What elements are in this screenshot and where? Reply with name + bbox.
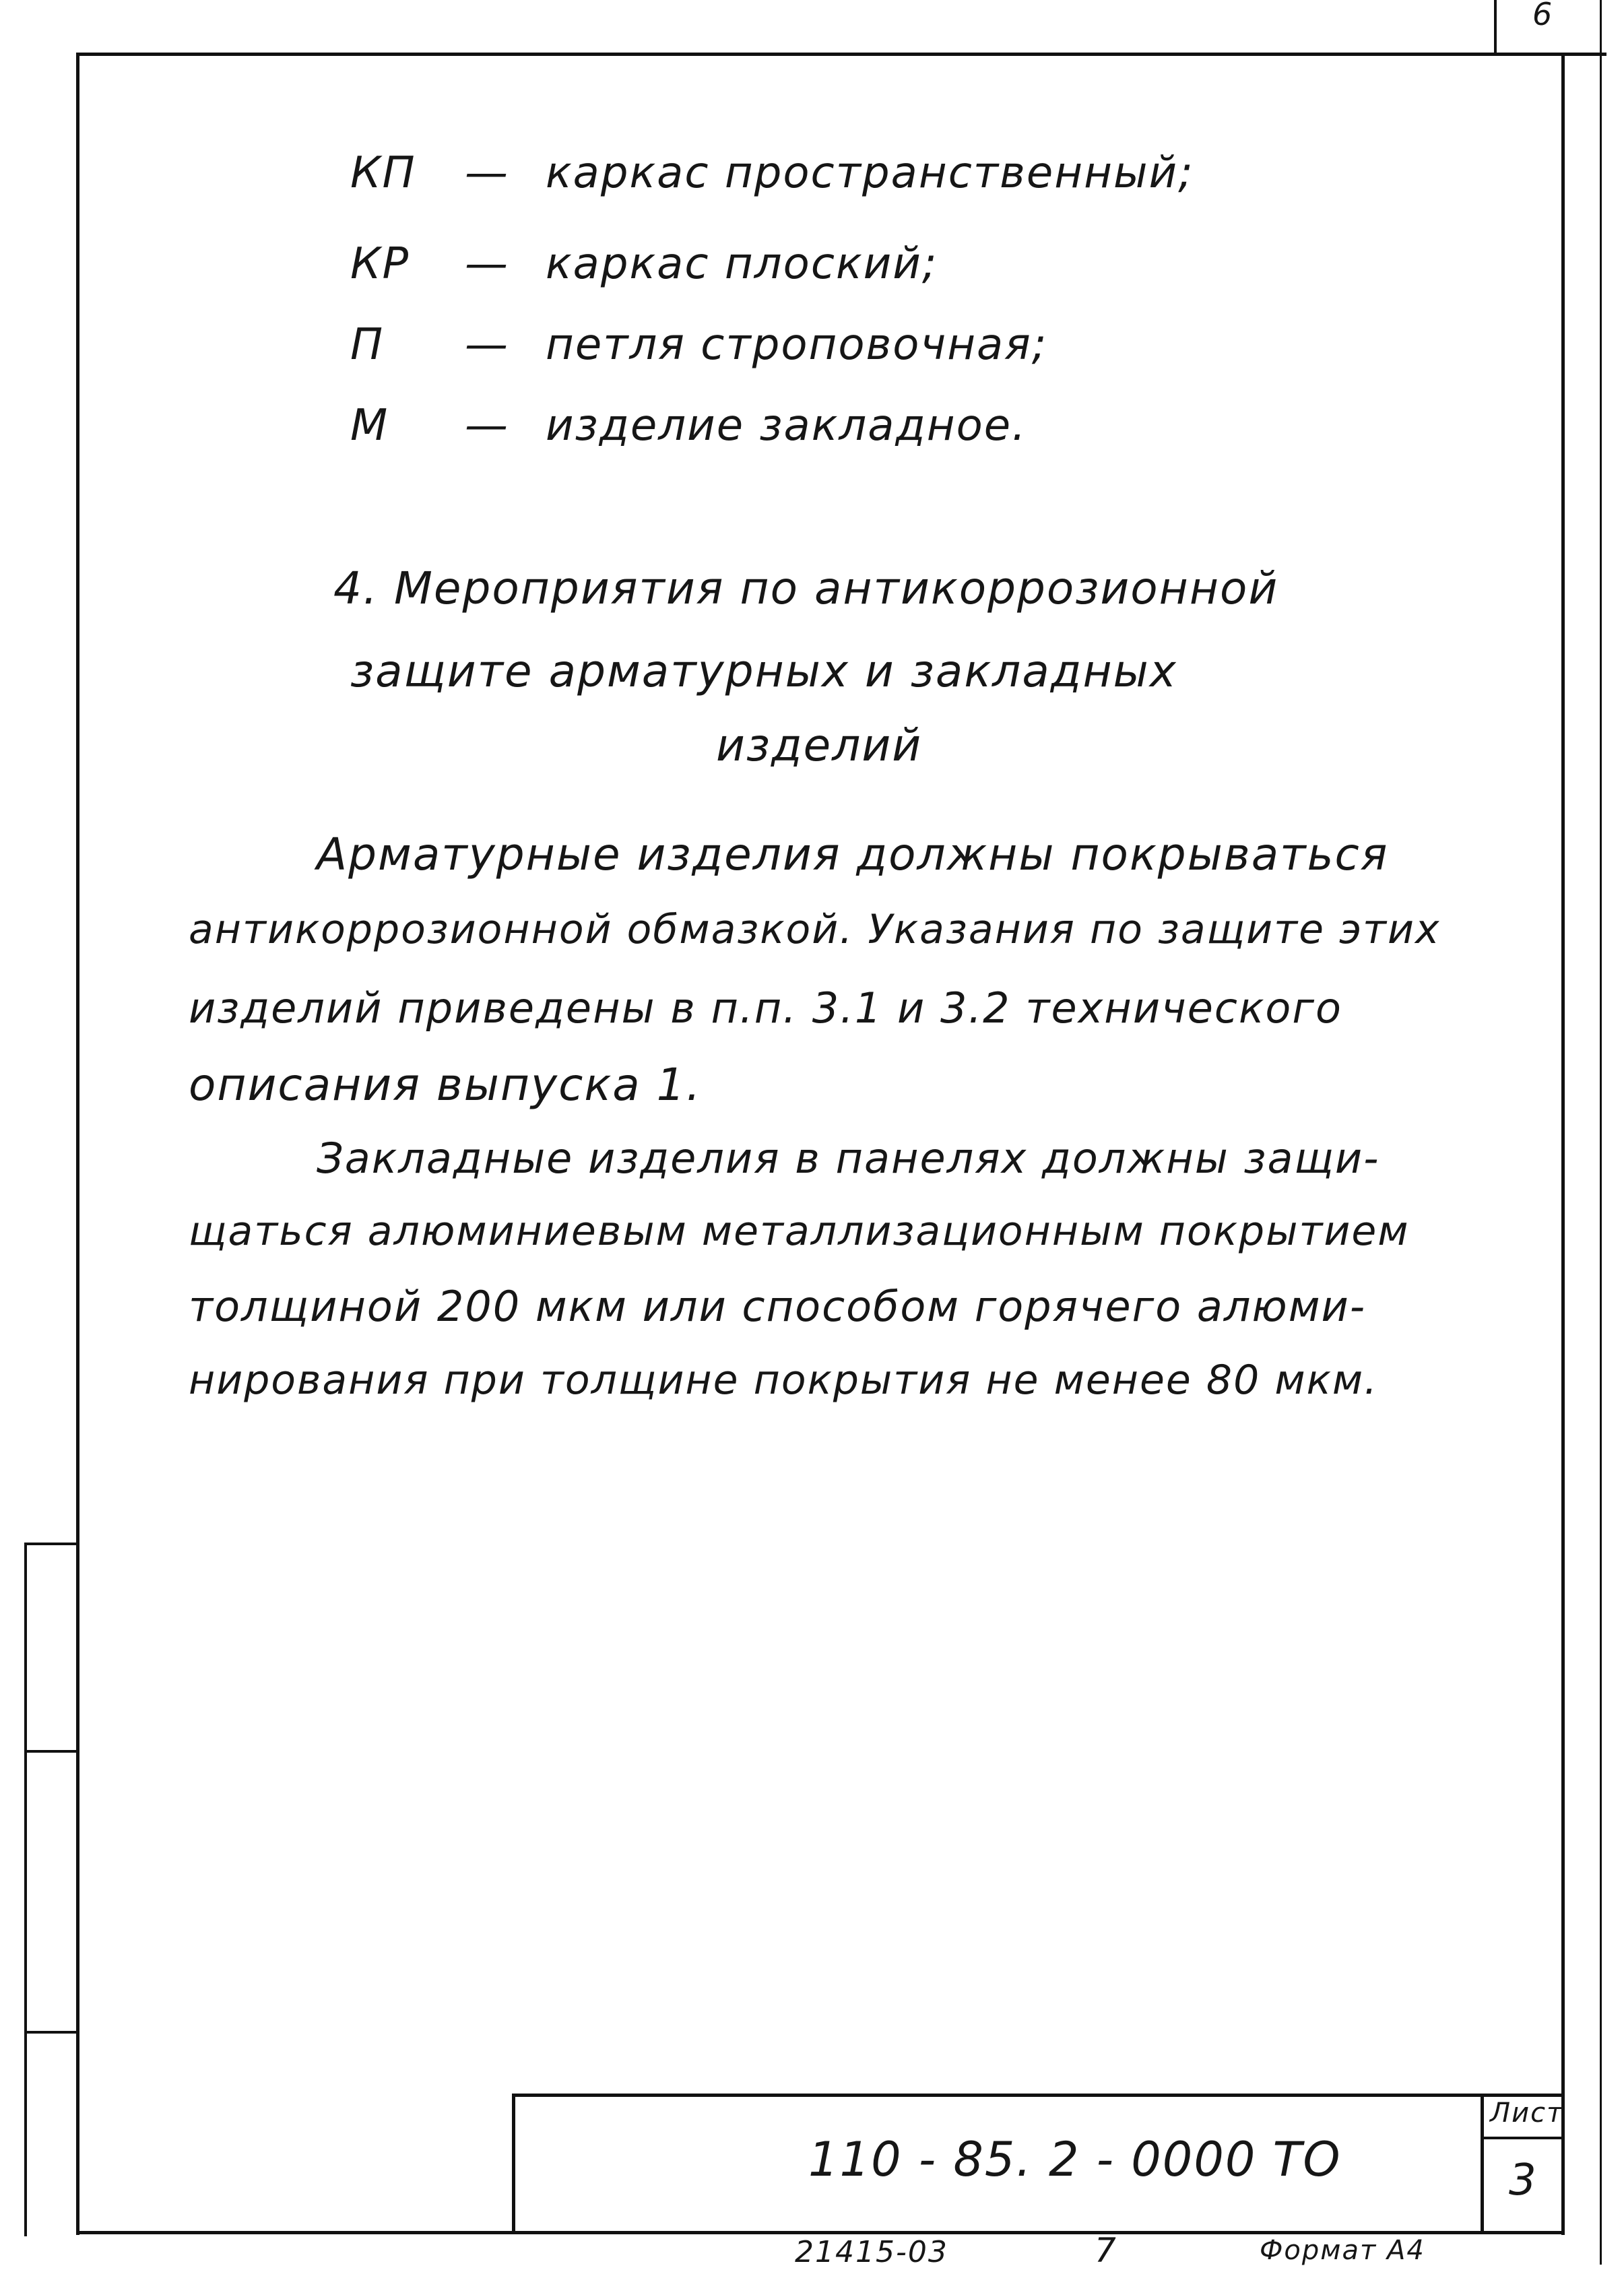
section-heading-line: 4. Мероприятия по антикоррозионной — [333, 562, 1279, 614]
abbreviation-item — [350, 320, 1047, 370]
section-heading-line: защите арматурных и закладных — [350, 645, 1177, 697]
abbreviation-dash: — — [465, 401, 509, 451]
binding-strip-outer — [24, 1543, 27, 2236]
abbreviation-dash: — — [465, 148, 509, 198]
frame-bottom — [76, 2231, 1565, 2234]
frame-right — [1561, 53, 1565, 2235]
section-heading-line: изделий — [716, 719, 923, 771]
abbreviation-code: КР — [350, 239, 410, 289]
abbreviation-item — [350, 239, 938, 289]
binding-strip-divider-2 — [24, 1750, 78, 1753]
body-line: Арматурные изделия должны покрываться — [317, 829, 1389, 880]
title-block-top — [512, 2094, 1563, 2097]
sheet-number: 3 — [1509, 2155, 1538, 2205]
abbreviation-item — [350, 401, 1027, 451]
inventory-number: 21415-03 — [795, 2235, 948, 2269]
body-line: толщиной 200 мкм или способом горячего алюми- — [189, 1282, 1367, 1331]
corner-box-left — [1494, 0, 1497, 55]
body-line: щаться алюминиевым металлизационным покрытием — [189, 1208, 1410, 1255]
abbreviation-text: изделие закладное. — [546, 401, 1027, 451]
body-line: Закладные изделия в панелях должны защи- — [317, 1134, 1380, 1183]
corner-sheet-number: 6 — [1532, 0, 1554, 32]
body-line: описания выпуска 1. — [189, 1059, 702, 1111]
format-label: Формат А4 — [1260, 2235, 1425, 2266]
document-designation: 110 - 85. 2 - 0000 ТО — [808, 2132, 1342, 2187]
title-block-sheet-hline — [1481, 2137, 1564, 2139]
body-line: нирования при толщине покрытия не менее 80 мкм. — [189, 1357, 1379, 1404]
footer-page-number: 7 — [1095, 2231, 1117, 2270]
abbreviation-text: петля строповочная; — [546, 320, 1048, 370]
abbreviation-item — [350, 148, 1194, 198]
body-line: изделий приведены в п.п. 3.1 и 3.2 технического — [189, 983, 1342, 1033]
frame-outer-right — [1600, 0, 1602, 2265]
body-line: антикоррозионной обмазкой. Указания по защите этих — [189, 906, 1441, 953]
abbreviation-text: каркас пространственный; — [546, 148, 1194, 198]
binding-strip-divider-3 — [24, 2031, 78, 2034]
abbreviation-code: П — [350, 320, 385, 370]
sheet-label: Лист — [1490, 2098, 1564, 2129]
title-block-left — [512, 2094, 515, 2234]
abbreviation-code: КП — [350, 148, 416, 198]
frame-top — [77, 53, 1606, 56]
frame-left — [76, 53, 79, 2235]
abbreviation-dash: — — [465, 320, 509, 370]
abbreviation-code: М — [350, 401, 389, 451]
abbreviation-dash: — — [465, 239, 509, 289]
title-block-sheet-divider — [1481, 2094, 1484, 2234]
abbreviation-text: каркас плоский; — [546, 239, 938, 289]
binding-strip-divider-1 — [24, 1543, 78, 1545]
